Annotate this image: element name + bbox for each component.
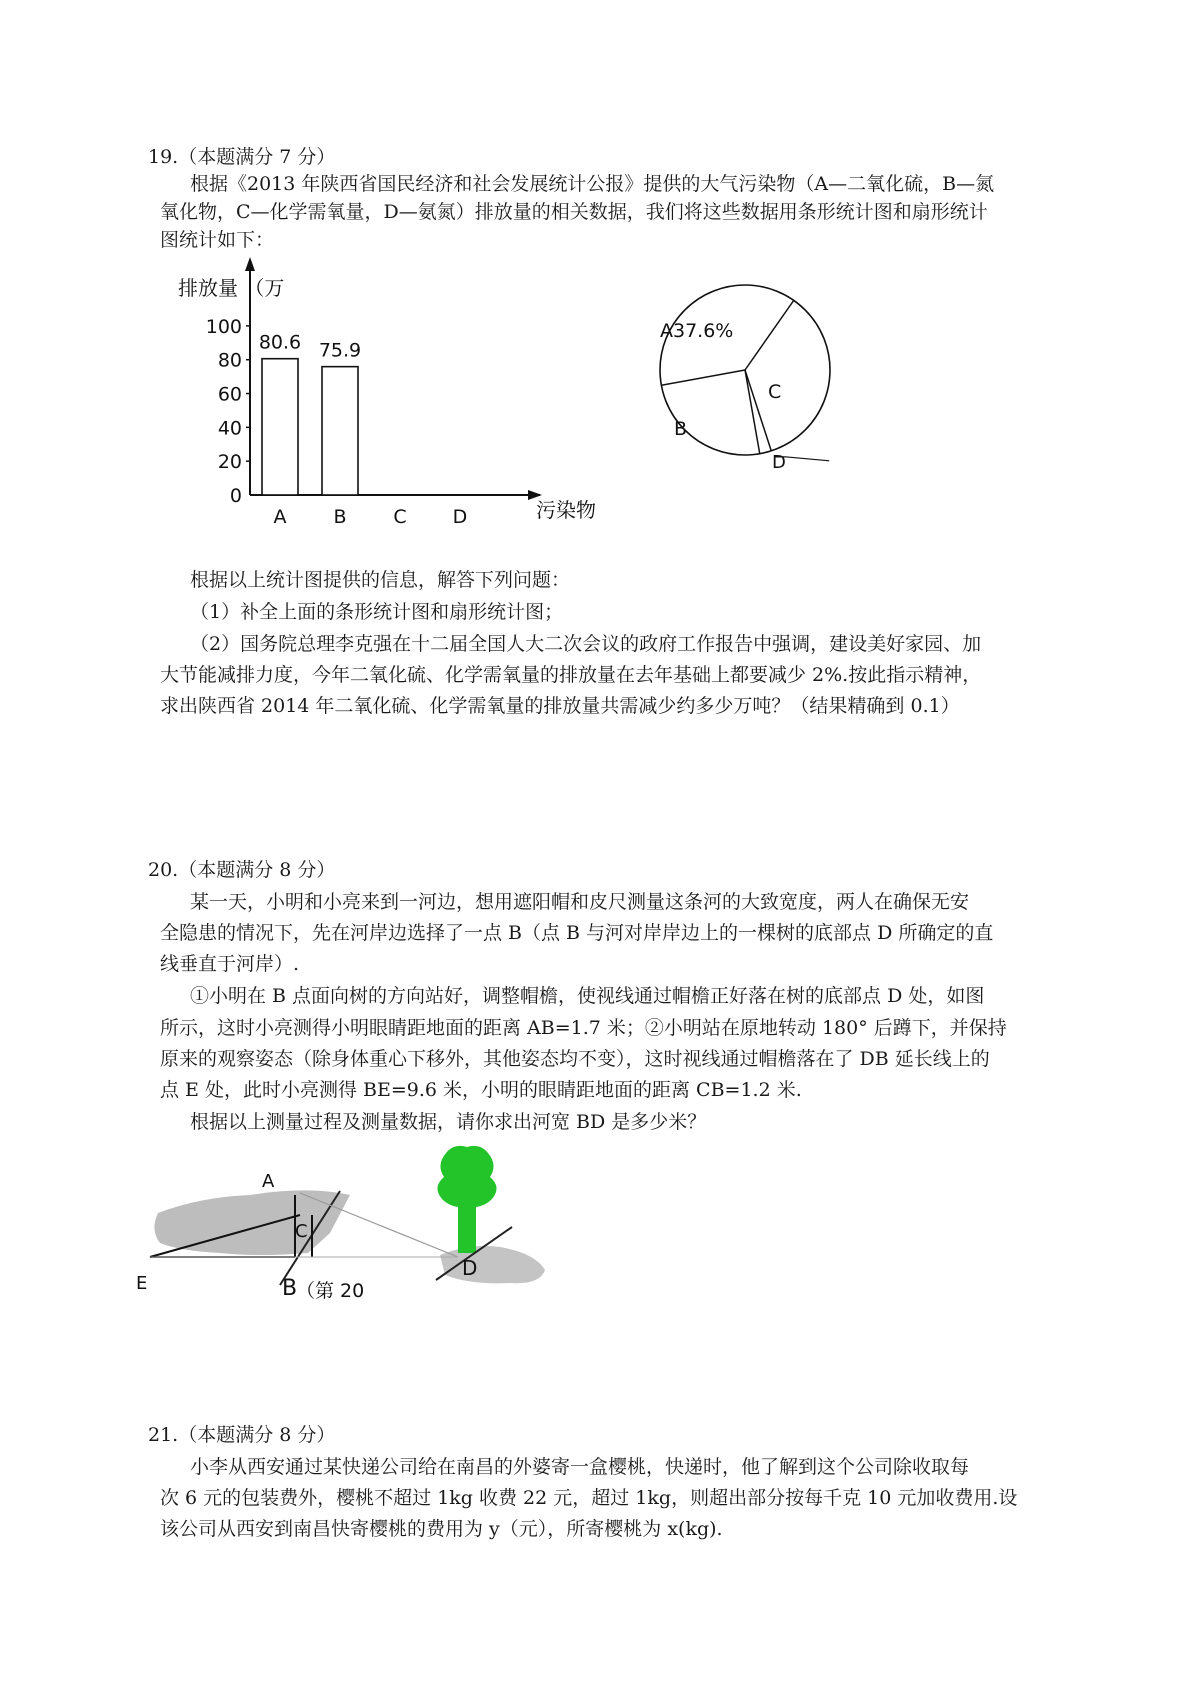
q19-part-2-line-1: （2）国务院总理李克强在十二届全国人大二次会议的政府工作报告中强调，建设美好家园、加	[190, 633, 982, 655]
y-tick-label-100: 100	[205, 315, 242, 338]
far-bank-shade	[440, 1246, 545, 1283]
q19-part-2-line-2: 大节能减排力度，今年二氧化硫、化学需氧量的排放量在去年基础上都要减少 2%.按此指示精神，	[160, 664, 982, 686]
bar-label-B: 75.9	[318, 339, 362, 362]
x-category-A: A	[273, 506, 287, 528]
q19-part-1: （1）补全上面的条形统计图和扇形统计图；	[190, 601, 564, 623]
q19-header: 19.（本题满分 7 分）	[148, 146, 336, 168]
q20-body2-line-4: 点 E 处，此时小亮测得 BE=9.6 米，小明的眼睛距地面的距离 CB=1.2 米.	[160, 1079, 802, 1101]
x-axis-label: 污染物	[536, 498, 596, 522]
pie-chart	[640, 280, 890, 520]
y-tick-label-0: 0	[229, 485, 242, 507]
bar-label-A: 80.6	[258, 331, 302, 354]
label-e: E	[136, 1273, 148, 1294]
y-tick-label-80: 80	[217, 349, 242, 372]
q21-body-line-2: 次 6 元的包装费外，樱桃不超过 1kg 收费 22 元，超过 1kg，则超出部分按每千克 10 元加收费用.设	[160, 1487, 1018, 1509]
q20-header: 20.（本题满分 8 分）	[148, 859, 336, 881]
tree-crown	[437, 1146, 496, 1207]
y-tick-label-40: 40	[217, 417, 242, 440]
y-axis-arrow	[245, 257, 255, 271]
label-b: B	[282, 1276, 298, 1301]
q20-body-line-2: 全隐患的情况下，先在河岸边选择了一点 B（点 B 与河对岸岸边上的一棵树的底部点 D 所确定的直	[160, 922, 994, 944]
q21-header: 21.（本题满分 8 分）	[148, 1424, 336, 1446]
q20-figure	[136, 1135, 600, 1310]
pie-label-b: B	[674, 418, 688, 440]
x-category-B: B	[333, 506, 347, 528]
q20-body-line-3: 线垂直于河岸）.	[160, 953, 300, 975]
q19-after-text: 根据以上统计图提供的信息，解答下列问题：	[190, 569, 571, 591]
q20-body2-line-1: ①小明在 B 点面向树的方向站好，调整帽檐，使视线通过帽檐正好落在树的底部点 D 处，如图	[190, 985, 985, 1007]
x-category-C: C	[393, 506, 407, 528]
pie-label-a: A37.6%	[660, 320, 734, 342]
q21-body-line-3: 该公司从西安到南昌快寄樱桃的费用为 y（元），所寄樱桃为 x(kg).	[160, 1518, 723, 1540]
q20-question: 根据以上测量过程及测量数据，请你求出河宽 BD 是多少米？	[190, 1111, 707, 1133]
pie-label-c: C	[768, 381, 782, 403]
y-tick-label-60: 60	[217, 383, 242, 406]
x-category-D: D	[452, 506, 468, 528]
q19-intro-line-3: 图统计如下：	[160, 229, 275, 251]
q20-body2-line-3: 原来的观察姿态（除身体重心下移外，其他姿态均不变），这时视线通过帽檐落在了 DB 延长线上的	[160, 1048, 990, 1070]
q20-body2-line-2: 所示，这时小亮测得小明眼睛距地面的距离 AB=1.7 米；②小明站在原地转动 180° 后蹲下，并保持	[160, 1017, 1007, 1039]
tree-trunk	[458, 1203, 476, 1253]
q20-body-line-1: 某一天，小明和小亮来到一河边，想用遮阳帽和皮尺测量这条河的大致宽度，两人在确保无安	[190, 891, 970, 913]
bar-B	[322, 367, 358, 495]
q19-part-2-line-3: 求出陕西省 2014 年二氧化硫、化学需氧量的排放量共需减少约多少万吨？（结果精确到 0.1）	[160, 695, 960, 717]
q19-intro-line-1: 根据《2013 年陕西省国民经济和社会发展统计公报》提供的大气污染物（A—二氧化硫，B—氮	[190, 173, 995, 195]
q21-body-line-1: 小李从西安通过某快递公司给在南昌的外婆寄一盒樱桃，快递时，他了解到这个公司除收取每	[190, 1456, 970, 1478]
label-c: C	[295, 1221, 308, 1242]
y-tick-label-20: 20	[217, 451, 242, 474]
label-d: D	[462, 1256, 478, 1280]
figure-caption: （第 20	[296, 1280, 365, 1302]
q19-intro-line-2: 氧化物，C—化学需氧量，D—氨氮）排放量的相关数据，我们将这些数据用条形统计图和扇形统计	[160, 201, 988, 223]
pie-label-d: D	[772, 452, 786, 473]
label-a: A	[262, 1171, 275, 1192]
y-axis-label: 排放量 （万	[178, 276, 285, 300]
bar-chart	[160, 255, 620, 555]
bar-A	[262, 359, 298, 495]
